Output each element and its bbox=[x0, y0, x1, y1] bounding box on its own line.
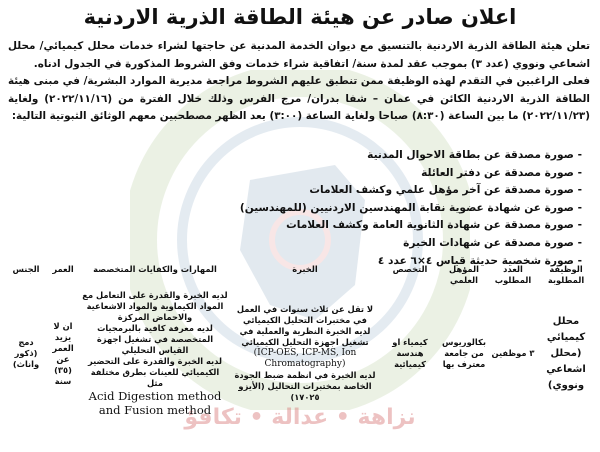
experience-devices: (ICP-OES, ICP-MS, Ion Chromatography) bbox=[253, 348, 357, 369]
skills-line: لديه الخبرة والقدرة على التحضير الكيميائي للعينات بطرق مختلفة مثل bbox=[87, 356, 223, 388]
list-item: - صورة مصدقة عن آخر مؤهل علمي وكشف العلامات bbox=[162, 182, 582, 200]
list-item: - صورة مصدقة عن دفتر العائلة bbox=[162, 165, 582, 183]
list-item: - صورة مصدقة عن بطاقة الاحوال المدنية bbox=[162, 147, 582, 165]
list-item: - صورة شخصية حديثة قياس ٤×٦ عدد ٤ bbox=[162, 253, 582, 271]
cell-qualification: بكالوريوس من جامعة معترف بها bbox=[442, 337, 486, 369]
announcement-body bbox=[8, 38, 590, 126]
header-age: العمر bbox=[52, 264, 74, 274]
experience-line: لا تقل عن ثلاث سنوات في العمل في مختبرات التحليل الكيميائي bbox=[236, 304, 374, 325]
cell-count: ٣ موظفين bbox=[491, 348, 535, 358]
header-count: العدد المطلوب bbox=[494, 264, 532, 285]
skills-line: لديه الخبرة والقدرة على التعامل مع المواد الكيماوية والمواد الاشعاعية والاحماض المركزة bbox=[82, 290, 228, 322]
cell-age: ان لا يزيد العمر عن (٣٥) سنة bbox=[52, 320, 74, 386]
cell-gender: دمج (ذكور واناث) bbox=[12, 337, 40, 369]
header-experience: الخبرة bbox=[292, 264, 318, 274]
header-qualification: المؤهل العلمي bbox=[449, 264, 479, 285]
header-skills: المهارات والكفايات المتخصصة bbox=[93, 264, 217, 274]
skills-methods: Acid Digestion method and Fusion method bbox=[88, 389, 222, 417]
required-documents-list bbox=[162, 147, 582, 270]
intro-paragraph: تعلن هيئة الطاقة الذرية الاردنية بالتنسيق مع ديوان الخدمة المدنية عن حاجتها لشراء خدمات محلل كيميائي/ محلل اشعاعي ونووي (عدد ٣) بموجب عقد لمدة سنة/ اتفاقية شراء خدمات وفق الشروط المذكورة في الجدول ادناه. bbox=[8, 40, 590, 70]
cell-job: محلل كيميائي (محلل اشعاعي ونووي) bbox=[546, 315, 586, 391]
watermark-motto: نزاهة • عدالة • تكافؤ bbox=[184, 405, 416, 430]
table-header-row bbox=[6, 262, 594, 288]
experience-line: لديه الخبرة النظرية والعملية في تشغيل اجهزة التحليل الكيميائي bbox=[239, 326, 371, 347]
list-item: - صورة مصدقة عن شهادات الخبرة bbox=[162, 235, 582, 253]
header-specialization: التخصص bbox=[392, 264, 428, 274]
page-title: اعلان صادر عن هيئة الطاقة الذرية الاردنية bbox=[83, 5, 517, 29]
cell-skills bbox=[80, 288, 230, 419]
list-item: - صورة عن شهادة عضوية نقابة المهندسين الاردنيين (للمهندسين) bbox=[162, 200, 582, 218]
table-row bbox=[6, 288, 594, 419]
cell-experience bbox=[230, 288, 380, 419]
requirements-table bbox=[6, 262, 594, 419]
instructions-paragraph: فعلى الراغبين في التقدم لهذه الوظيفة ممن تنطبق عليهم الشروط مراجعة مديرية الموارد البشرية/ في مبنى هيئة الطاقة الذرية الاردنية الكائن في عمان – شفا بدران/ مرج الفرس وذلك خلال الفترة من (٢٠٢٢/١١/١٦) ولغاية (٢٠٢٢/١١/٢٣) ما بين الساعة (٨:٣٠) صباحا ولغاية الساعة (٣:٠٠) بعد الظهر مصطحبين معهم الوثائق الثبوتية التالية: bbox=[8, 75, 590, 122]
experience-line: لديه الخبرة في انظمة ضبط الجودة الخاصة بمختبرات التحاليل (الأيزو ١٧٠٢٥) bbox=[234, 370, 376, 402]
header-job: الوظيفة المطلوبة bbox=[547, 264, 585, 285]
skills-line: لديه معرفة كافية بالبرمجيات المتخصصة في تشغيل اجهزة القياس التحليلي bbox=[96, 323, 214, 355]
header-gender: الجنس bbox=[12, 264, 40, 274]
list-item: - صورة مصدقة عن شهادة الثانوية العامة وكشف العلامات bbox=[162, 217, 582, 235]
cell-specialization: كيمياء او هندسة كيميائية bbox=[392, 337, 428, 369]
